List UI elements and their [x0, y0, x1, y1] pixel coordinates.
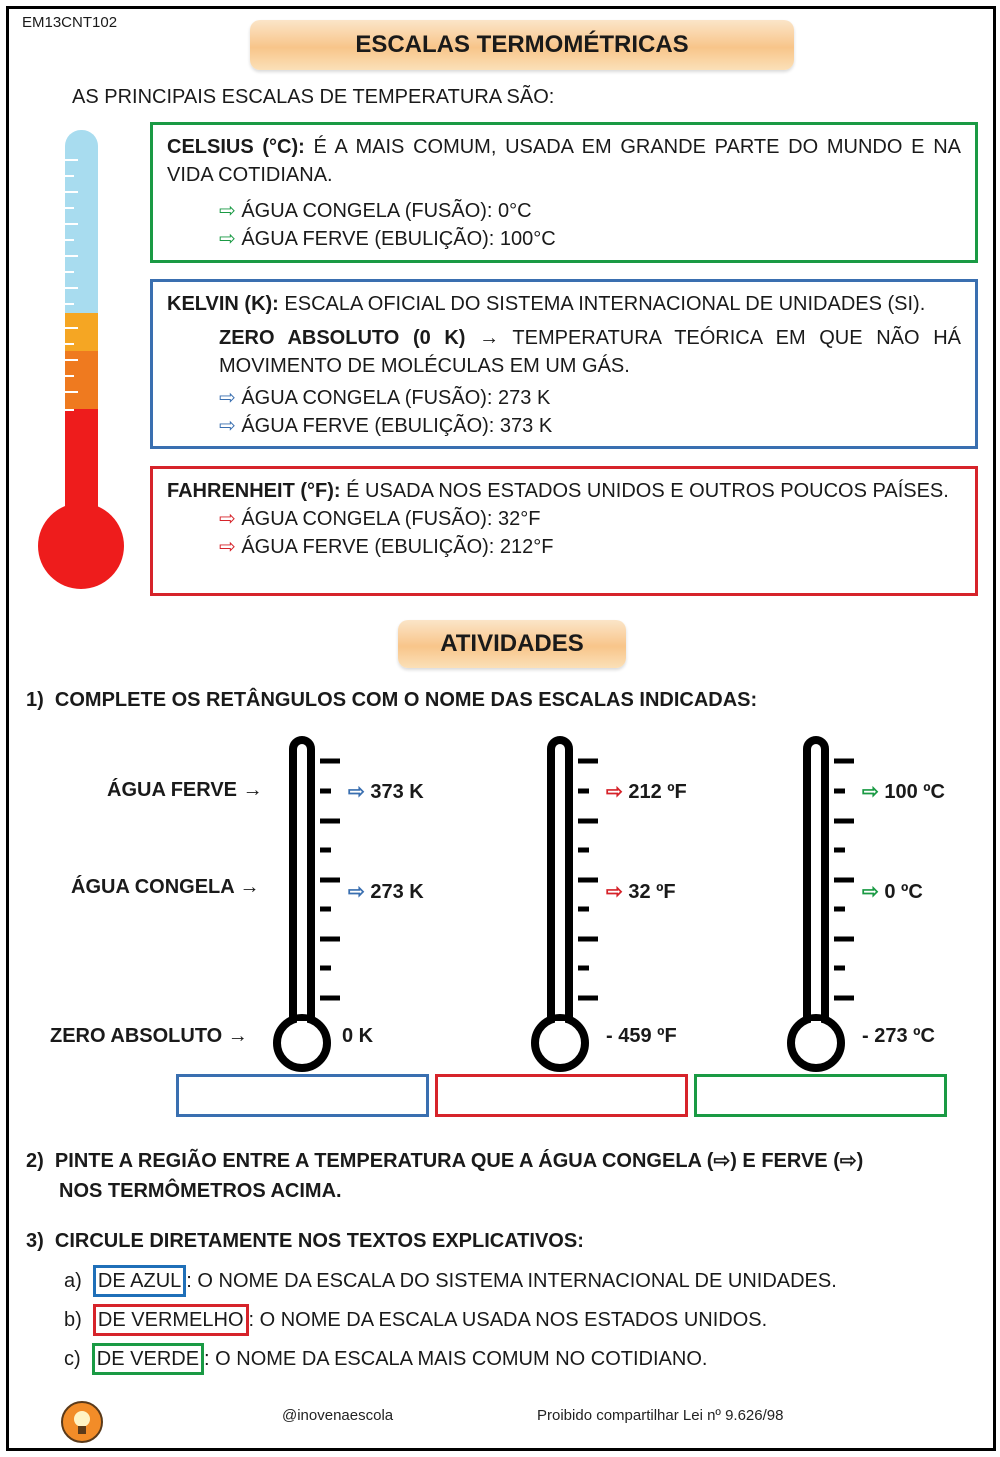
arrow-icon: ⇨: [606, 781, 623, 803]
footer-notice: Proibido compartilhar Lei nº 9.626/98: [537, 1407, 784, 1424]
footer-handle: @inovenaescola: [282, 1407, 394, 1424]
celsius-name: CELSIUS (°C):: [167, 136, 305, 158]
thermometer-3-freeze: ⇨ 0 ºC: [862, 881, 923, 903]
arrow-icon: ⇨: [348, 881, 365, 903]
intro-text: AS PRINCIPAIS ESCALAS DE TEMPERATURA SÃO:: [72, 86, 555, 108]
kelvin-freeze: ⇨ ÁGUA CONGELA (FUSÃO): 273 K: [219, 387, 551, 409]
arrow-icon: ⇨: [219, 228, 236, 250]
arrow-icon: ⇨: [219, 415, 236, 437]
kelvin-boil: ⇨ ÁGUA FERVE (EBULIÇÃO): 373 K: [219, 415, 553, 437]
fahrenheit-name: FAHRENHEIT (°F):: [167, 480, 341, 502]
thermometer-2: [526, 735, 606, 1075]
arrow-icon: ⇨: [348, 781, 365, 803]
circle-red-tag: DE VERMELHO: [93, 1304, 249, 1336]
arrow-icon: ⇨: [862, 881, 879, 903]
question-2: 2) PINTE A REGIÃO ENTRE A TEMPERATURA QUE A ÁGUA CONGELA (⇨) E FERVE (⇨) NOS TERMÔMETROS ACIMA.: [26, 1150, 864, 1202]
fahrenheit-boil: ⇨ ÁGUA FERVE (EBULIÇÃO): 212°F: [219, 536, 554, 558]
kelvin-description: KELVIN (K): ESCALA OFICIAL DO SISTEMA INTERNACIONAL DE UNIDADES (SI).: [167, 293, 926, 315]
thermometer-1: [268, 735, 348, 1075]
thermometer-1-boil: ⇨ 373 K: [348, 781, 424, 803]
inove-logo-icon: [60, 1400, 104, 1444]
thermometer-2-zero: - 459 ºF: [606, 1025, 677, 1047]
q3-item-a: a) DE AZUL : O NOME DA ESCALA DO SISTEMA INTERNACIONAL DE UNIDADES.: [64, 1265, 837, 1297]
arrow-icon: ⇨: [219, 508, 236, 530]
thermometer-1-zero: 0 K: [342, 1025, 374, 1047]
celsius-freeze: ⇨ ÁGUA CONGELA (FUSÃO): 0°C: [219, 200, 532, 222]
arrow-icon: ⇨: [862, 781, 879, 803]
thermometer-3-zero: - 273 ºC: [862, 1025, 935, 1047]
curriculum-code: EM13CNT102: [22, 14, 118, 31]
fahrenheit-description: FAHRENHEIT (°F): É USADA NOS ESTADOS UNIDOS E OUTROS POUCOS PAÍSES.: [167, 480, 949, 502]
thermometer-2-freeze: ⇨ 32 ºF: [606, 881, 676, 903]
arrow-icon: ⇨: [606, 881, 623, 903]
page-title: ESCALAS TERMOMÉTRICAS: [250, 20, 794, 70]
activities-title: ATIVIDADES: [398, 620, 626, 668]
fahrenheit-freeze: ⇨ ÁGUA CONGELA (FUSÃO): 32°F: [219, 508, 541, 530]
celsius-description: CELSIUS (°C): É A MAIS COMUM, USADA EM GRANDE PARTE DO MUNDO E NA VIDA COTIDIANA.: [167, 136, 961, 186]
label-water-boils: ÁGUA FERVE →: [107, 779, 263, 801]
arrow-icon: ⇨: [219, 536, 236, 558]
thermometer-2-boil: ⇨ 212 ºF: [606, 781, 687, 803]
zero-absolute-note: ZERO ABSOLUTO (0 K) → TEMPERATURA TEÓRICA EM QUE NÃO HÁ MOVIMENTO DE MOLÉCULAS EM UM GÁS.: [219, 327, 961, 377]
celsius-boil: ⇨ ÁGUA FERVE (EBULIÇÃO): 100°C: [219, 228, 556, 250]
label-absolute-zero: ZERO ABSOLUTO →: [50, 1025, 248, 1047]
kelvin-box: [150, 279, 978, 449]
question-3: 3) CIRCULE DIRETAMENTE NOS TEXTOS EXPLICATIVOS:: [26, 1230, 584, 1252]
answer-box-3[interactable]: [694, 1074, 947, 1117]
colored-thermometer-illustration: [30, 128, 134, 594]
answer-box-1[interactable]: [176, 1074, 429, 1117]
q3-item-c: c) DE VERDE : O NOME DA ESCALA MAIS COMUM NO COTIDIANO.: [64, 1343, 707, 1375]
arrow-icon: ⇨: [219, 387, 236, 409]
fahrenheit-box: [150, 466, 978, 596]
circle-blue-tag: DE AZUL: [93, 1265, 186, 1297]
label-water-freezes: ÁGUA CONGELA →: [71, 876, 260, 898]
thermometer-1-freeze: ⇨ 273 K: [348, 881, 424, 903]
circle-green-tag: DE VERDE: [92, 1343, 204, 1375]
question-1: 1) COMPLETE OS RETÂNGULOS COM O NOME DAS ESCALAS INDICADAS:: [26, 689, 758, 711]
q3-item-b: b) DE VERMELHO : O NOME DA ESCALA USADA NOS ESTADOS UNIDOS.: [64, 1304, 767, 1336]
celsius-box: [150, 122, 978, 263]
answer-box-2[interactable]: [435, 1074, 688, 1117]
kelvin-name: KELVIN (K):: [167, 293, 279, 315]
thermometer-3: [782, 735, 862, 1075]
arrow-icon: ⇨: [219, 200, 236, 222]
thermometer-3-boil: ⇨ 100 ºC: [862, 781, 946, 803]
